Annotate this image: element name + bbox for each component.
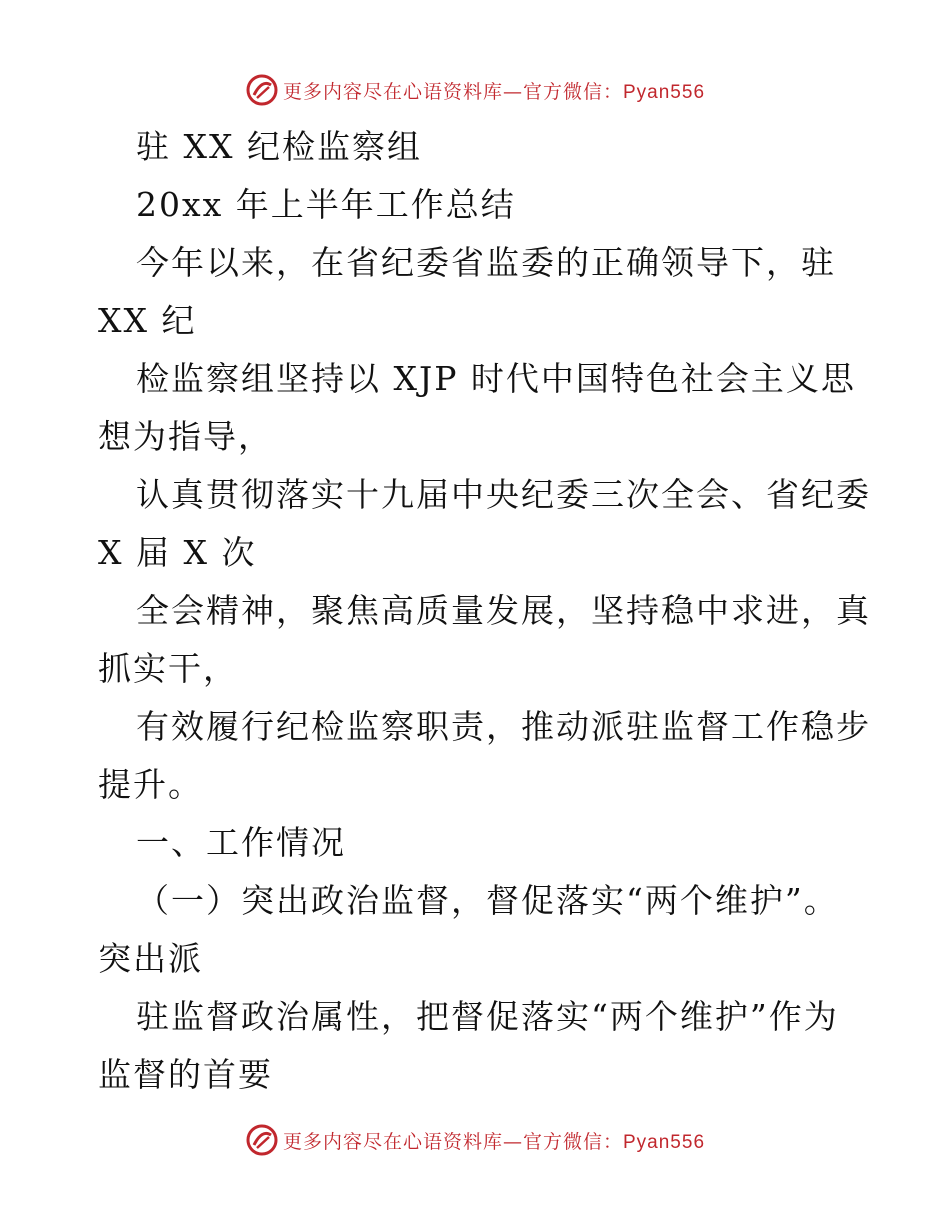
text-line: 全会精神，聚焦高质量发展，坚持稳中求进，真	[136, 591, 871, 630]
document-body	[98, 118, 871, 1104]
text-line: 今年以来，在省纪委省监委的正确领导下，驻	[136, 243, 836, 282]
banner-text: 更多内容尽在心语资料库—官方微信：Pyan556	[282, 1130, 706, 1153]
text-line: 认真贯彻落实十九届中央纪委三次全会、省纪委	[136, 475, 871, 514]
text-line: 驻监督政治属性，把督促落实“两个维护”作为	[136, 997, 839, 1036]
text-line: 突出派	[98, 939, 203, 978]
text-line: 20xx 年上半年工作总结	[136, 185, 516, 224]
text-line: 抓实干，	[98, 649, 238, 688]
text-line: 提升。	[98, 765, 203, 804]
text-line: 一、工作情况	[136, 823, 346, 862]
header-banner	[0, 70, 950, 110]
banner-text: 更多内容尽在心语资料库—官方微信：Pyan556	[282, 80, 706, 103]
text-line: XX 纪	[98, 301, 197, 340]
text-line: 监督的首要	[98, 1055, 273, 1094]
seal-logo-icon	[245, 73, 279, 107]
text-line: X 届 X 次	[98, 533, 257, 572]
footer-banner	[0, 1120, 950, 1160]
text-line: 驻 XX 纪检监察组	[136, 127, 422, 166]
text-line: 想为指导，	[98, 417, 273, 456]
text-line: 有效履行纪检监察职责，推动派驻监督工作稳步	[136, 707, 871, 746]
seal-logo-icon	[245, 1123, 279, 1157]
text-line: 检监察组坚持以 XJP 时代中国特色社会主义思	[136, 359, 856, 398]
text-line: （一）突出政治监督，督促落实“两个维护”。	[136, 881, 839, 920]
